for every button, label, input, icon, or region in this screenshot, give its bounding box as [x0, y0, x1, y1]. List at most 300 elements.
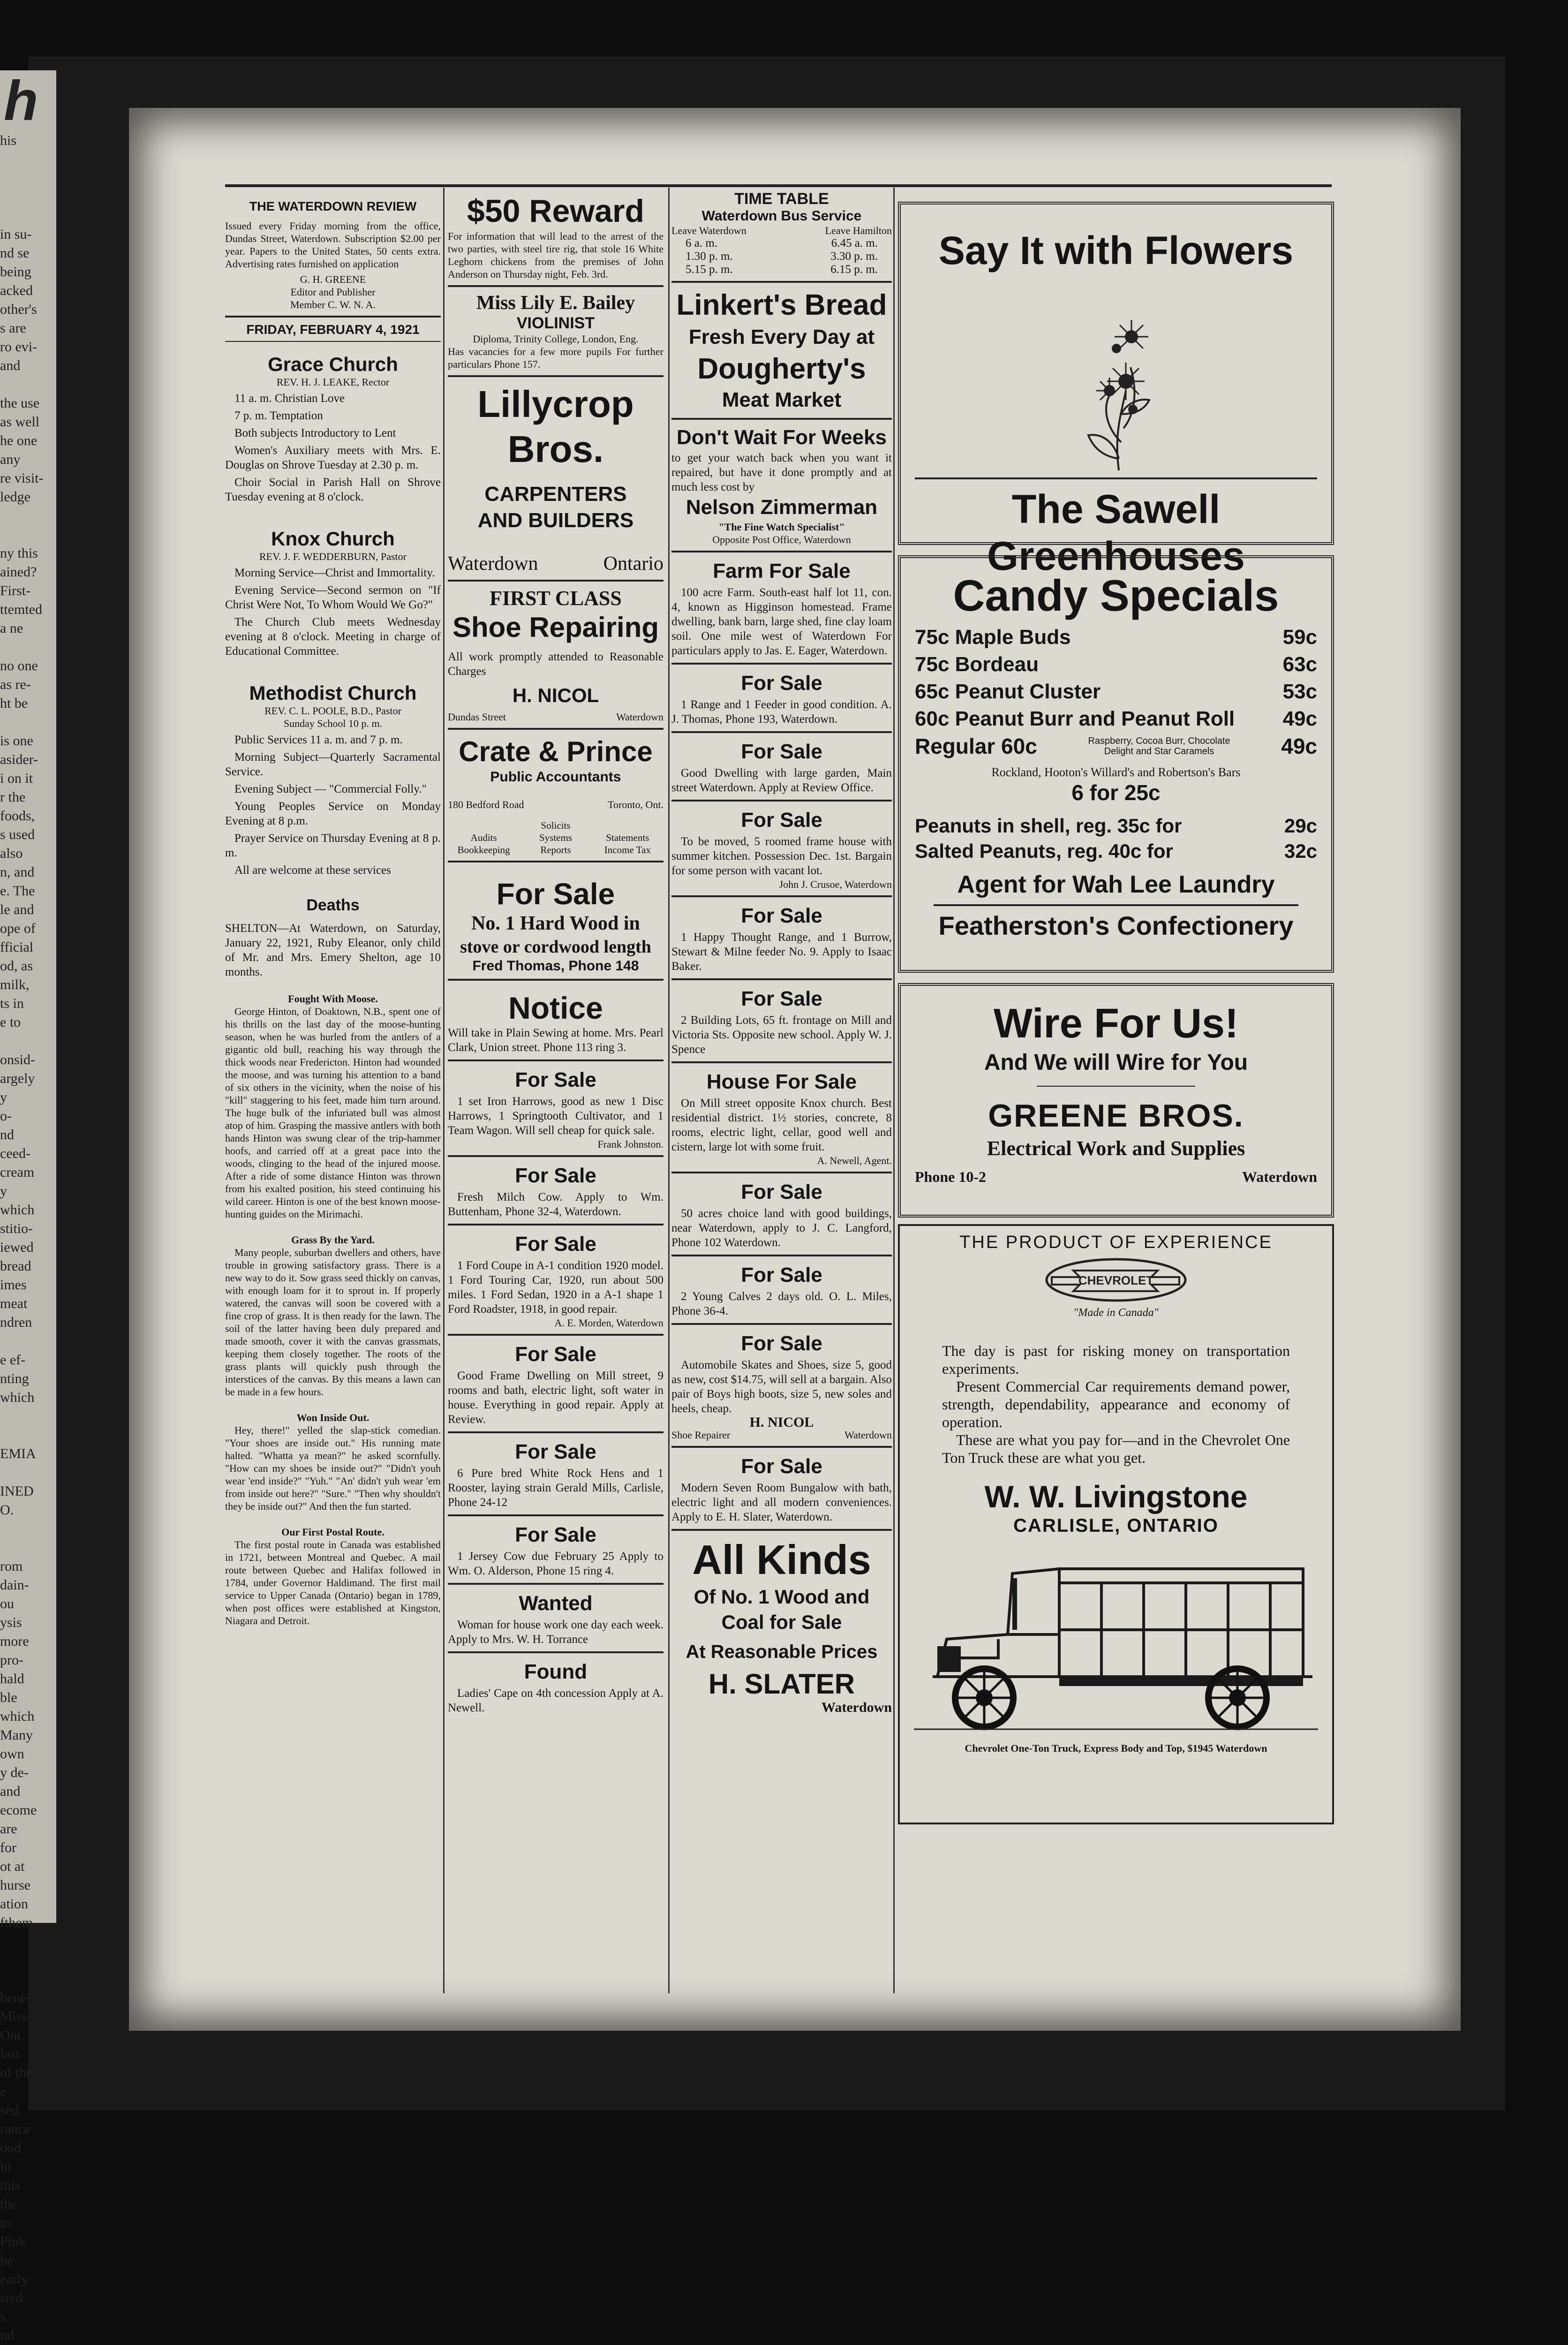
- margin-fragment: dain-: [0, 1577, 29, 1593]
- margin-fragment: nd: [0, 1127, 14, 1142]
- margin-fragment: ny this: [0, 545, 38, 561]
- slater-town: Waterdown: [822, 1700, 892, 1715]
- margin-fragment: ttemted: [0, 602, 42, 617]
- margin-fragment: [0, 1032, 56, 1051]
- timetable-row: [671, 237, 892, 250]
- margin-fragment: ndren: [0, 1315, 32, 1330]
- chevrolet-badge: CHEVROLET: [1078, 1273, 1154, 1287]
- margin-fragment: [0, 1426, 56, 1445]
- classified-text: 1 Range and 1 Feeder in good condition. A. J. Thomas, Phone 193, Waterdown.: [671, 698, 892, 726]
- truck-illustration-icon: [914, 1536, 1318, 1752]
- classified-heading: Found: [524, 1660, 588, 1683]
- column-rule: [443, 188, 445, 1993]
- classified-signature: A. Newell, Agent.: [817, 1155, 892, 1166]
- hardwood-line-1: No. 1 Hard Wood in: [471, 913, 640, 934]
- church-name: Methodist Church: [249, 682, 417, 704]
- margin-fragment: his: [0, 133, 17, 148]
- issue-date: FRIDAY, FEBRUARY 4, 1921: [246, 322, 420, 337]
- classified-text: 1 Ford Coupe in A-1 condition 1920 model. 1 Ford Touring Car, 1920, run about 500 miles. 1 Ford Sedan, 1920 in a A-1 shape 1 Ford Roadster, 1918, in good repair.: [448, 1259, 663, 1316]
- divider: [671, 1255, 892, 1256]
- greene-name: GREENE BROS.: [988, 1098, 1244, 1134]
- deaths-heading: Deaths: [306, 896, 360, 914]
- church-listings: [225, 353, 441, 877]
- margin-fragment: early: [0, 2271, 28, 2287]
- column-2: [448, 190, 663, 1715]
- divider: [448, 1059, 663, 1061]
- chevrolet-p3: These are what you pay for—and in the Chevrolet One Ton Truck these are what you get.: [942, 1431, 1290, 1466]
- slater-line-3: At Reasonable Prices: [686, 1642, 878, 1662]
- margin-fragment: od, as: [0, 958, 33, 974]
- timetable-row: [671, 263, 892, 276]
- classified-text: Automobile Skates and Shoes, size 5, good as new, cost $14.75, will sell at a bargain. Also pair of Boys high boots, size 5, new soles and heels, cheap.: [671, 1359, 892, 1415]
- classified-text: 2 Young Calves 2 days old. O. L. Miles, Phone 36-4.: [671, 1290, 892, 1317]
- margin-fragment: which: [0, 1390, 35, 1405]
- divider: [448, 1514, 663, 1516]
- masthead-title: THE WATERDOWN REVIEW: [249, 199, 417, 213]
- candy-item-name: 75c Maple Buds: [915, 626, 1071, 649]
- margin-fragment: the: [0, 2196, 17, 2212]
- margin-fragment: ledge: [0, 489, 30, 505]
- classified-text: Fresh Milch Cow. Apply to Wm. Buttenham, Phone 32-4, Waterdown.: [448, 1191, 663, 1218]
- classified-text: 1 Happy Thought Range, and 1 Burrow, Stewart & Milne feeder No. 9. Apply to Isaac Baker.: [671, 931, 892, 973]
- classified-heading: For Sale: [515, 1068, 596, 1091]
- classified-text: 100 acre Farm. South-east half lot 11, con. 4, known as Higginson homestead. Frame dwelling, bank barn, large shed, fine clay loam soil. One mile west of Waterdown For particulars apply to Jas. E. Eager, Waterdown.: [671, 586, 892, 657]
- margin-fragment: s: [0, 2309, 6, 2324]
- church-line: Choir Social in Parish Hall on Shrove Tuesday evening at 8 o'clock.: [225, 476, 441, 503]
- timetable-left-head: Leave Waterdown: [671, 225, 746, 236]
- timetable-right-head: Leave Hamilton: [825, 225, 892, 236]
- reward-headline: $50 Reward: [467, 193, 644, 229]
- church-line: Evening Subject — "Commercial Folly.": [234, 783, 427, 795]
- notice-heading: Notice: [508, 991, 603, 1025]
- church-line: Women's Auxiliary meets with Mrs. E. Douglas on Shrove Tuesday at 2.30 p. m.: [225, 444, 441, 471]
- classifieds-col2: [448, 1059, 663, 1715]
- margin-fragment: milk,: [0, 977, 30, 992]
- classified-signature: H. NICOL: [749, 1415, 814, 1430]
- margin-fragment: [0, 375, 56, 394]
- church-line: Evening Service—Second sermon on "If Christ Were Not, To Whom Would We Go?": [225, 584, 441, 611]
- margin-fragment: is one: [0, 733, 33, 749]
- margin-fragment: the use: [0, 395, 40, 411]
- column-rule: [668, 188, 670, 1993]
- divider: [671, 1172, 892, 1173]
- crate-role: Public Accountants: [490, 769, 621, 785]
- margin-fragment: to: [0, 2215, 11, 2231]
- story-text: George Hinton, of Doaktown, N.B., spent one of his thrills on the last day of the moose-hunting season, when he was hurled from the antlers of a gigantic old bull, reaching his way through the thick woods near Fredericton. Hinton had wounded the moose, and was turning his attention to a band of six others in the vicinity, when the noise of his "kill" staggering to his feet, made him turn around. The huge bulk of the infuriated bull was almost atop of him. Grasping the massive antlers with both hands Hinton was swung clear of the trip-hammer hoofs, and carried off at a great pace into the woods, clinging to the head of the injured moose. After a ride of some distance Hinton was thrown from his exalted position, his steed continuing his wild career. Hinton is one of the best known moose-hunting guides on the Mirimachi.: [225, 1006, 441, 1220]
- candy-item-price: 59c: [1282, 626, 1317, 649]
- candy-item-name: 60c Peanut Burr and Peanut Roll: [915, 707, 1235, 730]
- divider: [671, 731, 892, 733]
- classified-text: 1 set Iron Harrows, good as new 1 Disc Harrows, 1 Springtooth Cultivator, and 1 Team Wagon. Will sell cheap for quick sale.: [448, 1095, 663, 1137]
- shoe-name: H. NICOL: [512, 684, 599, 706]
- margin-fragment: hurse: [0, 1877, 30, 1893]
- candy-item: [915, 624, 1317, 651]
- candy-ad: [898, 555, 1334, 973]
- lillycrop-name: Lillycrop Bros.: [477, 383, 634, 470]
- story-title: Grass By the Yard.: [291, 1234, 375, 1246]
- margin-fragment: [0, 206, 56, 225]
- column-1: [225, 190, 441, 1627]
- margin-fragment: ood: [0, 2140, 21, 2156]
- greene-subheading: And We will Wire for You: [984, 1050, 1248, 1075]
- margin-fragment: more: [0, 1634, 29, 1649]
- classified-text: To be moved, 5 roomed frame house with summer kitchen. Possession Dec. 1st. Bargain for some person with vacant lot.: [671, 835, 892, 877]
- candy-item: [915, 678, 1317, 705]
- divider: [448, 1651, 663, 1653]
- margin-fragment: Ont.: [0, 2027, 25, 2043]
- classified-heading: For Sale: [741, 809, 822, 832]
- church-line: Prayer Service on Thursday Evening at 8 p. m.: [225, 832, 441, 859]
- classified-heading: For Sale: [515, 1164, 596, 1187]
- bailey-diploma: Diploma, Trinity College, London, Eng.: [473, 333, 639, 345]
- greene-service: Electrical Work and Supplies: [987, 1137, 1245, 1160]
- timetable-subtitle: Waterdown Bus Service: [701, 208, 862, 224]
- margin-fragment: s are: [0, 320, 26, 336]
- masthead-member: Member C. W. N. A.: [290, 299, 376, 310]
- margin-fragment: EMIA: [0, 1446, 36, 1461]
- story-text: Many people, suburban dwellers and others, have trouble in growing satisfactory grass. There is a new way to do it. Sow grass seed thickly on canvas, with enough loam for it to sprout in. If properly watered, the canvas will soon be covered with a fine crop of grass. It is then ready for the lawn. The soil of the latter having been duly prepared and made smooth, cover it with the canvas grassmats, keeping them closely together. The roots of the grass plants will quickly push through the interstices of the canvas. By this means a lawn can be made in a few hours.: [225, 1247, 441, 1398]
- timetable-depart-waterdown: 6 a. m.: [686, 237, 718, 250]
- linkert-line-1: Linkert's Bread: [676, 289, 887, 321]
- classified-heading: For Sale: [741, 987, 822, 1010]
- margin-fragment: argely: [0, 1071, 35, 1086]
- margin-fragment: ot at: [0, 1859, 25, 1874]
- divider: [448, 1224, 663, 1225]
- crate-service: Systems: [539, 832, 572, 843]
- church-line: 11 a. m. Christian Love: [234, 392, 345, 405]
- divider: [671, 1446, 892, 1448]
- margin-fragment: Pink: [0, 2234, 26, 2249]
- margin-fragment: nd: [0, 2328, 14, 2343]
- slater-heading: All Kinds: [692, 1536, 871, 1583]
- margin-fragment: n, and: [0, 864, 35, 880]
- story-title: Our First Postal Route.: [281, 1526, 384, 1538]
- classified-heading: For Sale: [741, 904, 822, 927]
- margin-fragment: for: [0, 1840, 16, 1855]
- classified-signature-town: Waterdown: [844, 1429, 892, 1441]
- margin-fragment: e ef-: [0, 1352, 26, 1368]
- story-text: Hey, there!" yelled the slap-stick comedian. "Your shoes are inside out." His running mate halted. "Whatta ya mean?" he asked scornfully. "How can my shoes be inside out?" "Didn't youh wear 'end inside?" "Yuh." "An' didn't yuh wear 'em from inside out here?" "Sure." "Then why shouldn't they be inside out?" And then the fun started.: [225, 1424, 441, 1512]
- margin-fragment: i on it: [0, 771, 33, 786]
- timetable-rows: [671, 237, 892, 276]
- classified-text: 1 Jersey Cow due February 25 Apply to Wm. O. Alderson, Phone 15 ring 4.: [448, 1550, 663, 1577]
- margin-fragment: [0, 1407, 56, 1426]
- margin-fragment: ble: [0, 1690, 17, 1705]
- divider: [671, 800, 892, 802]
- divider: [671, 895, 892, 897]
- church-line: The Church Club meets Wednesday evening at 8 o'clock. Meeting in charge of Educational Committee.: [225, 616, 441, 658]
- church-pastor: REV. J. F. WEDDERBURN, Pastor: [259, 551, 407, 562]
- classified-heading: For Sale: [515, 1233, 596, 1256]
- masthead-body: Issued every Friday morning from the office, Dundas Street, Waterdown. Subscription $2.00 per year. Papers to the United States, 50 cents extra. Advertising rates furnished on application: [225, 220, 441, 270]
- church-line: Morning Subject—Quarterly Sacramental Service.: [225, 751, 441, 778]
- candy-item-price: 63c: [1282, 653, 1317, 676]
- church-line: All are welcome at these services: [234, 864, 391, 877]
- column-3: [671, 190, 892, 1716]
- crate-service: Reports: [540, 844, 571, 855]
- classifieds-col3: [671, 557, 892, 1524]
- flowers-ad: [898, 202, 1334, 579]
- story-text: The first postal route in Canada was established in 1721, between Montreal and Quebec. A mail route between Quebec and Halifax followed in 1784, under Governor Haldimand. The first mail service to Upper Canada (Ontario) began in 1789, when post offices were established at Kingston, Niagara and Detroit.: [225, 1539, 441, 1626]
- timetable-depart-hamilton: 6.15 p. m.: [830, 263, 878, 276]
- bailey-name: Miss Lily E. Bailey: [476, 292, 635, 314]
- margin-fragment: cream: [0, 1165, 35, 1180]
- daisy-illustration-icon: [901, 273, 1331, 475]
- candy-item-name: 65c Peanut Cluster: [915, 680, 1101, 703]
- shoe-town: Waterdown: [616, 711, 663, 723]
- margin-fragment: onsid-: [0, 1052, 35, 1067]
- bailey-text: Has vacancies for a few more pupils For further particulars Phone 157.: [448, 346, 663, 370]
- crate-service: Bookkeeping: [457, 844, 510, 855]
- chevrolet-p1: The day is past for risking money on transportation experiments.: [942, 1342, 1290, 1377]
- margin-fragment: which: [0, 1202, 35, 1218]
- candy-item: [915, 651, 1317, 678]
- margin-fragment: pro-: [0, 1652, 23, 1668]
- slater-line-2: Coal for Sale: [721, 1611, 842, 1633]
- chevrolet-p2: Present Commercial Car requirements demand power, strength, dependability, appearance and economy of operation.: [942, 1378, 1290, 1430]
- lillycrop-province: Ontario: [603, 553, 663, 575]
- margin-fragment: [0, 525, 56, 544]
- margin-fragment: Miss: [0, 2009, 28, 2024]
- margin-fragment: being: [0, 264, 31, 280]
- classified-text: Good Dwelling with large garden, Main street Waterdown. Apply at Review Office.: [671, 767, 892, 794]
- margin-fragment: ecome: [0, 1802, 37, 1818]
- divider: [671, 663, 892, 665]
- candy-item-price: 53c: [1282, 680, 1317, 703]
- candy-item-name: 75c Bordeau: [915, 653, 1039, 676]
- classified-text: Good Frame Dwelling on Mill street, 9 rooms and bath, electric light, soft water in house. Everything in good repair. Apply at Review.: [448, 1369, 663, 1426]
- classified-signature: A. E. Morden, Waterdown: [554, 1317, 663, 1329]
- linkert-line-4: Meat Market: [722, 388, 842, 411]
- classified-heading: For Sale: [515, 1440, 596, 1463]
- news-stories: [225, 992, 441, 1627]
- margin-fragment: [0, 507, 56, 525]
- margin-fragment: fthem: [0, 1915, 33, 1930]
- classified-heading: Wanted: [519, 1592, 593, 1615]
- top-rule: [225, 184, 1332, 187]
- margin-fragment: no one: [0, 658, 38, 673]
- margin-fragment: ou: [0, 1596, 14, 1611]
- candy-regular: Regular 60c: [915, 734, 1037, 758]
- masthead-editor-role: Editor and Publisher: [290, 286, 376, 298]
- margin-fragment: [0, 1538, 56, 1557]
- margin-fragment: in: [0, 2159, 11, 2174]
- candy-list: [915, 624, 1317, 733]
- margin-fragment: ation: [0, 1896, 28, 1912]
- zimmerman-tag: "The Fine Watch Specialist": [718, 521, 845, 533]
- shoe-heading-2: Shoe Repairing: [452, 612, 659, 643]
- divider: [671, 1323, 892, 1325]
- margin-fragment: also: [0, 846, 23, 861]
- peanut-item-price: 32c: [1284, 840, 1317, 862]
- margin-fragment: are: [0, 1821, 17, 1837]
- candy-bars: Rockland, Hooton's Willard's and Robertson's Bars: [991, 765, 1241, 779]
- classified-signature-row: [671, 1429, 892, 1441]
- hardwood-line-2: stove or cordwood length: [460, 937, 651, 957]
- margin-fragment: re visit-: [0, 470, 44, 486]
- bailey-role: VIOLINIST: [516, 314, 595, 332]
- margin-fragment: sted: [0, 2290, 23, 2306]
- margin-fragment: ope of: [0, 921, 36, 936]
- crate-city: Toronto, Ont.: [608, 799, 663, 810]
- margin-fragment: [0, 150, 56, 169]
- peanut-item-name: Peanuts in shell, reg. 35c for: [915, 815, 1182, 837]
- margin-fragment: last: [0, 2046, 20, 2062]
- margin-fragment: ro evi-: [0, 339, 38, 355]
- margin-fragment: s used: [0, 827, 35, 842]
- column-rule: [893, 188, 895, 1993]
- crate-address: 180 Bedford Road: [448, 799, 524, 810]
- church-name: Grace Church: [268, 353, 398, 375]
- shoe-street: Dundas Street: [448, 711, 506, 723]
- margin-fragment: Many: [0, 1727, 33, 1743]
- classified-heading: Farm For Sale: [713, 560, 851, 582]
- classified-text: 6 Pure bred White Rock Hens and 1 Rooster, laying strain Gerald Mills, Carlisle, Phone 24-12: [448, 1467, 663, 1509]
- shoe-text: All work promptly attended to Reasonable Charges: [448, 651, 663, 678]
- shoe-heading-1: FIRST CLASS: [490, 587, 622, 610]
- hardwood-heading: For Sale: [496, 877, 615, 911]
- church-name: Knox Church: [271, 528, 395, 550]
- margin-fragment: o-: [0, 1108, 12, 1124]
- chevrolet-place: CARLISLE, ONTARIO: [1013, 1515, 1219, 1536]
- crate-service: Statements: [606, 832, 649, 843]
- margin-fragment: y de-: [0, 1765, 29, 1780]
- candy-item-price: 49c: [1282, 707, 1317, 730]
- zimmerman-name: Nelson Zimmerman: [686, 496, 878, 519]
- lillycrop-role: CARPENTERS AND BUILDERS: [477, 483, 634, 532]
- zimmerman-heading: Don't Wait For Weeks: [676, 426, 887, 449]
- margin-fragment: ceed-: [0, 1146, 30, 1161]
- margin-fragment: be: [0, 2253, 14, 2268]
- divider: [448, 1431, 663, 1433]
- church-pastor: REV. H. J. LEAKE, Rector: [276, 376, 390, 388]
- margin-fragment: e. The: [0, 883, 35, 899]
- greene-phone: Phone 10-2: [915, 1168, 986, 1185]
- church-line: Both subjects Introductory to Lent: [234, 427, 396, 439]
- classified-signature: John J. Crusoe, Waterdown: [779, 878, 892, 890]
- margin-fragment: ained?: [0, 564, 37, 580]
- margin-fragment: as well: [0, 414, 40, 430]
- column-4: [898, 190, 1334, 1824]
- margin-fragment: [0, 1970, 56, 1989]
- classified-heading: For Sale: [741, 1455, 822, 1478]
- classified-heading: For Sale: [741, 672, 822, 695]
- margin-fragment: [0, 1520, 56, 1538]
- classified-text: Modern Seven Room Bungalow with bath, electric light and all modern conveniences. Apply to E. H. Slater, Waterdown.: [671, 1482, 892, 1523]
- church-line: Young Peoples Service on Monday Evening at 8 p.m.: [225, 800, 441, 827]
- divider: [448, 1583, 663, 1585]
- margin-fragment: bread: [0, 1258, 31, 1274]
- candy-bars-price: 6 for 25c: [1071, 780, 1161, 805]
- classified-heading: House For Sale: [706, 1070, 857, 1093]
- margin-fragment: as re-: [0, 677, 31, 692]
- church-pastor: REV. C. L. POOLE, B.D., Pastor: [264, 705, 401, 717]
- story-title: Fought With Moose.: [288, 993, 378, 1005]
- peanut-item: [915, 839, 1317, 864]
- greene-ad: [898, 983, 1334, 1218]
- margin-fragment: own: [0, 1746, 24, 1762]
- church-line: 7 p. m. Temptation: [234, 409, 323, 422]
- divider: [448, 1334, 663, 1336]
- crate-service: Audits: [470, 832, 497, 843]
- margin-fragment: foods,: [0, 808, 35, 824]
- margin-fragment: ts in: [0, 996, 24, 1011]
- candy-agent: Agent for Wah Lee Laundry: [957, 871, 1275, 898]
- crate-service: Solicits: [541, 820, 571, 831]
- margin-fragment: imes: [0, 1277, 27, 1293]
- hardwood-contact: Fred Thomas, Phone 148: [472, 958, 639, 974]
- divider: [671, 978, 892, 980]
- peanut-list: [915, 813, 1317, 864]
- greene-heading: Wire For Us!: [993, 1000, 1239, 1046]
- classified-signature-role: Shoe Repairer: [671, 1429, 731, 1441]
- classified-heading: For Sale: [515, 1523, 596, 1546]
- margin-fragment: ht be: [0, 696, 28, 711]
- candy-title: Candy Specials: [953, 571, 1279, 620]
- margin-fragment: ysis: [0, 1615, 22, 1630]
- margin-fragment: [0, 1332, 56, 1351]
- margin-fragment: sed.: [0, 2103, 23, 2118]
- margin-fragment: in su-: [0, 227, 32, 242]
- margin-fragment: which: [0, 1709, 35, 1724]
- timetable-depart-waterdown: 1.30 p. m.: [686, 250, 733, 263]
- margin-fragment: stitio-: [0, 1221, 33, 1236]
- margin-fragment: any: [0, 452, 21, 467]
- flowers-headline: Say It with Flowers: [938, 228, 1294, 272]
- peanut-item-price: 29c: [1284, 815, 1317, 837]
- masthead-editor: G. H. GREENE: [300, 273, 366, 285]
- candy-store: Featherston's Confectionery: [938, 911, 1294, 940]
- timetable-row: [671, 250, 892, 263]
- deaths-text: SHELTON—At Waterdown, on Saturday, January 22, 1921, Ruby Eleanor, only child of Mr. and Mrs. Emery Shelton, age 10 months.: [225, 922, 441, 978]
- crate-service: Income Tax: [604, 844, 651, 855]
- margin-fragment: and: [0, 358, 21, 373]
- timetable-depart-hamilton: 3.30 p. m.: [830, 250, 878, 263]
- crate-name: Crate & Prince: [459, 736, 653, 767]
- margin-fragment: e: [0, 2084, 7, 2099]
- margin-fragment: r the: [0, 789, 26, 805]
- margin-fragment: [0, 1932, 56, 1951]
- timetable-title: TIME TABLE: [734, 190, 829, 208]
- classified-heading: For Sale: [741, 1332, 822, 1355]
- flowers-business: The Sawell Greenhouses: [987, 487, 1245, 579]
- zimmerman-text: to get your watch back when you want it repaired, but have it done promptly and at much less cost by: [671, 452, 892, 493]
- divider: [671, 1061, 892, 1063]
- church-sub: Sunday School 10 p. m.: [283, 718, 383, 729]
- classified-text: Woman for house work one day each week. Apply to Mrs. W. H. Torrance: [448, 1619, 663, 1646]
- margin-fragment: [0, 713, 56, 732]
- margin-fragment: meat: [0, 1296, 28, 1311]
- previous-page-margin: [0, 69, 56, 2343]
- margin-fragment: First-: [0, 583, 31, 598]
- reward-text: For information that will lead to the arrest of the two parties, with steel tire rig, that stole 16 White Leghorn chickens from the premises of John Anderson on Thursday night, Feb. 3rd.: [448, 230, 663, 280]
- notice-text: Will take in Plain Sewing at home. Mrs. Pearl Clark, Union street. Phone 113 ring 3.: [448, 1027, 663, 1054]
- classified-signature: Frank Johnston.: [597, 1138, 663, 1150]
- classified-heading: For Sale: [515, 1343, 596, 1366]
- margin-fragment: other's: [0, 302, 37, 317]
- margin-fragment: O.: [0, 1502, 14, 1518]
- divider: [448, 1155, 663, 1157]
- church-line: Morning Service—Christ and Immortality.: [234, 567, 435, 579]
- margin-fragment: [0, 1463, 56, 1482]
- timetable-depart-hamilton: 6.45 a. m.: [831, 237, 878, 250]
- candy-item: [915, 705, 1317, 733]
- margin-fragment: y: [0, 1183, 7, 1199]
- margin-fragment: asider-: [0, 752, 38, 767]
- classified-heading: For Sale: [741, 740, 822, 763]
- classified-text: Ladies' Cape on 4th concession Apply at A. Newell.: [448, 1687, 663, 1714]
- linkert-line-3: Dougherty's: [697, 353, 866, 385]
